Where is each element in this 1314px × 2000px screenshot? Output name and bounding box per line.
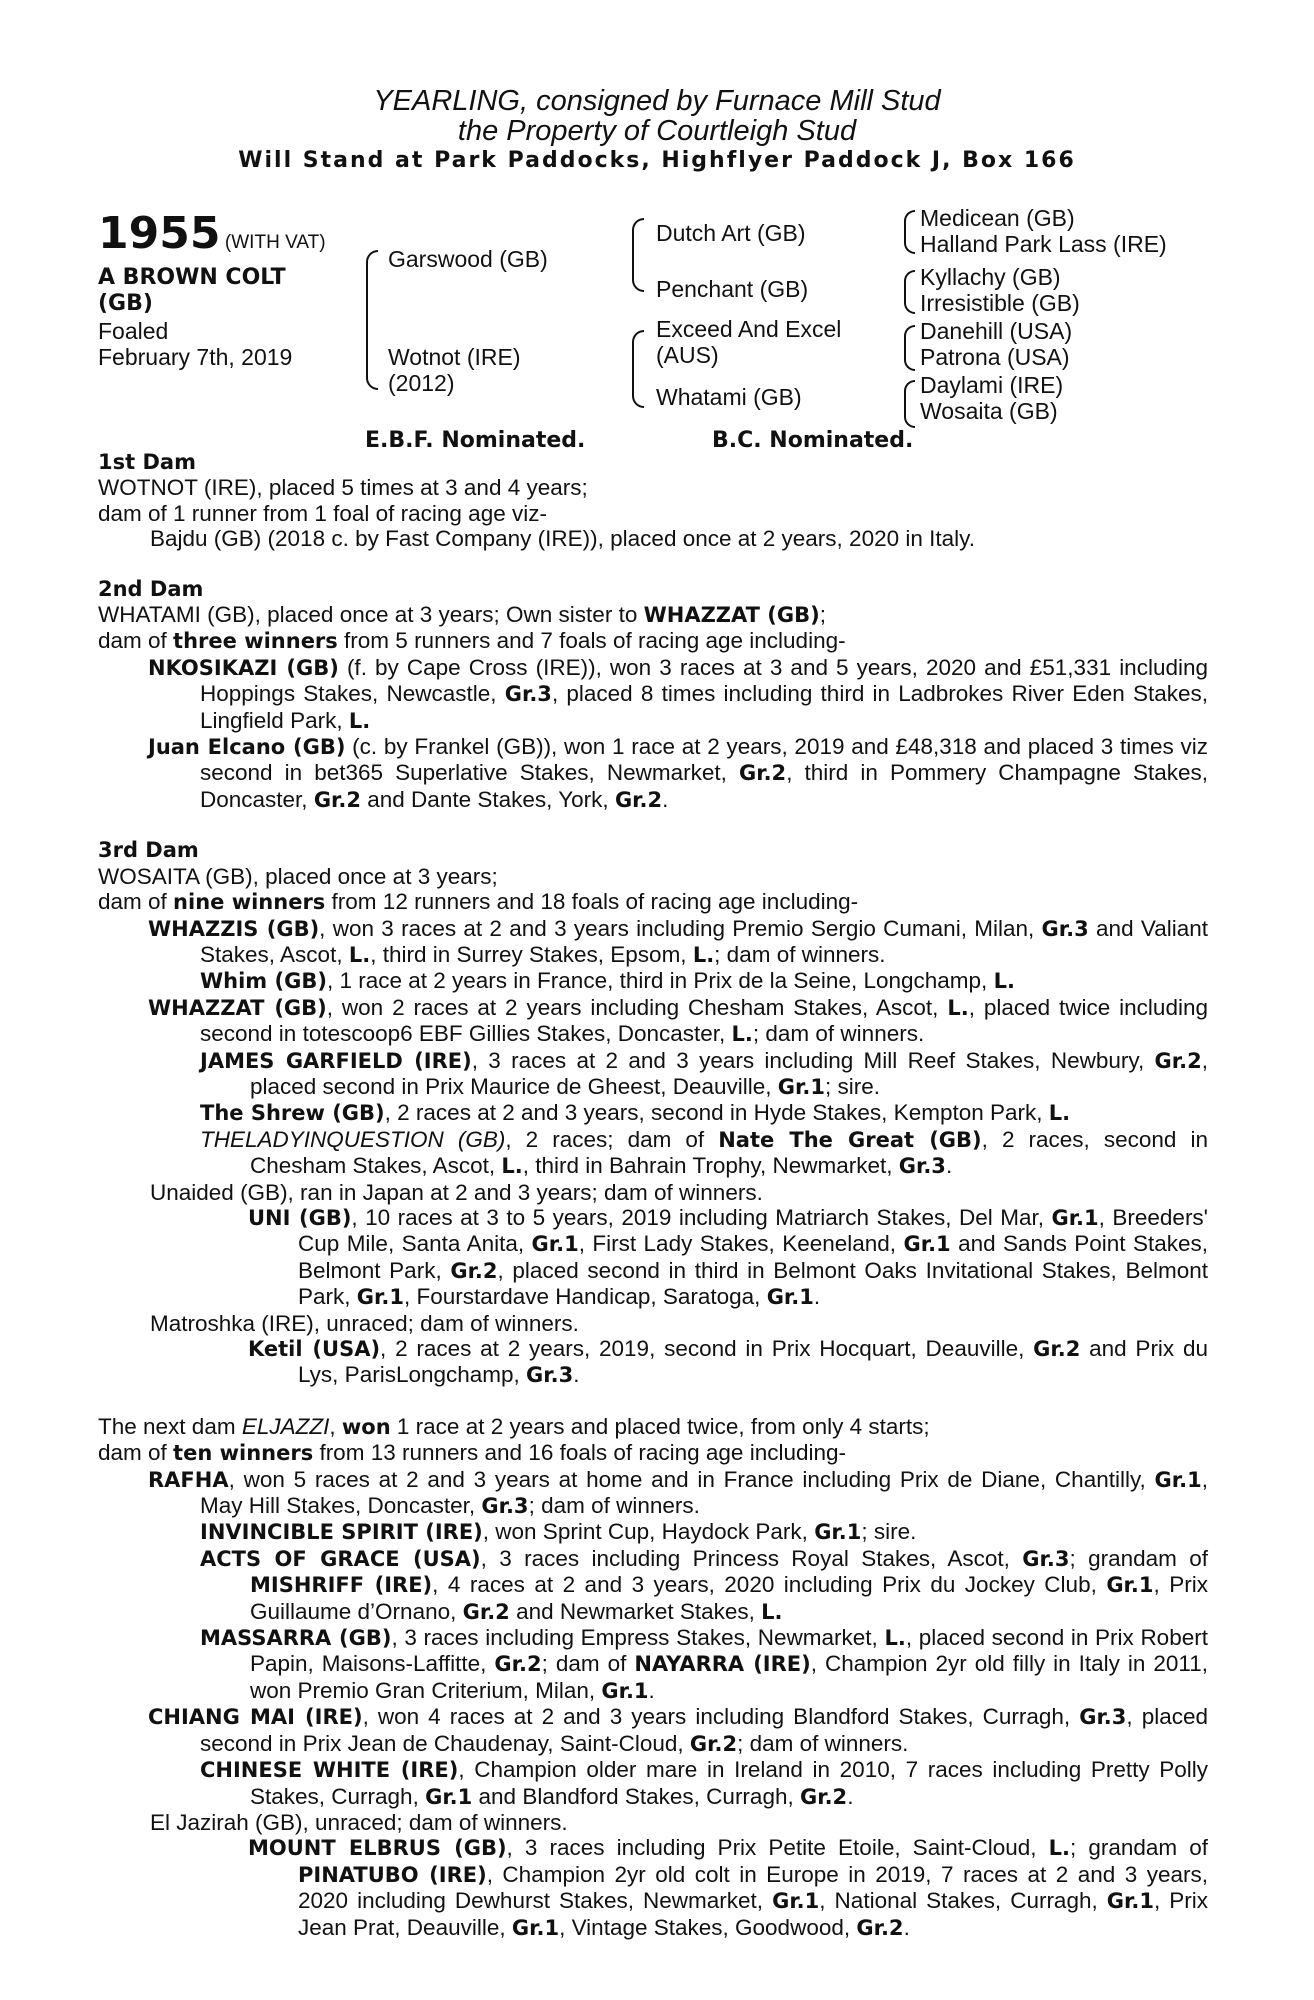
bold-name: won: [341, 1414, 391, 1439]
record-entry: [98, 1205, 1208, 1311]
record-entry: [150, 1180, 1208, 1205]
bold-name: MISHRIFF (IRE): [250, 1573, 433, 1598]
pedigree-sire: Garswood (GB): [388, 246, 548, 272]
record-entry: [98, 1048, 1208, 1101]
gp3-bracket: [904, 325, 915, 371]
pedigree-dam-year: (2012): [388, 370, 455, 396]
record-entry: [150, 1810, 1208, 1835]
entry-text: , Champion 2yr old filly in Italy in 2011, won Premio Gran Criterium, Milan,: [250, 1651, 1208, 1703]
record-entry: [200, 1519, 1208, 1545]
entry-text: , 3 races including Prix Petite Etoile, Saint-Cloud,: [506, 1835, 1049, 1861]
entry-text: , Champion older mare in Ireland in 2010, 7 races including Pretty Polly Stakes, Curragh,: [250, 1757, 1209, 1809]
entry-text: , 10 races at 3 to 5 years, 2019 including Matriarch Stakes, Del Mar,: [351, 1204, 1052, 1230]
entry-text: ; sire.: [861, 1519, 917, 1545]
produce-record: [98, 450, 1208, 1941]
entry-text: from 13 runners and 16 foals of racing age including-: [313, 1440, 847, 1466]
entry-text: , placed second in Prix Jean de Chaudenay, Saint-Cloud,: [200, 1704, 1208, 1756]
pedigree-dsd: Patrona (USA): [920, 344, 1070, 370]
bold-name: L.: [761, 1599, 783, 1624]
entry-text: from 12 runners and 18 foals of racing age including-: [325, 889, 859, 915]
entry-text: , won 5 races at 2 and 3 years at home and in France including Prix de Diane, Chantilly,: [228, 1466, 1155, 1492]
foaled-label: Foaled: [98, 318, 169, 344]
bold-name: WHAZZIS (GB): [148, 916, 320, 941]
entry-text: .: [847, 1783, 854, 1809]
entry-text: ; sire.: [824, 1073, 880, 1099]
dam-section: [98, 838, 1208, 1389]
bold-name: NKOSIKAZI (GB): [148, 655, 339, 680]
bold-name: Gr.1: [903, 1232, 951, 1257]
bold-name: Gr.1: [772, 1889, 820, 1914]
bold-name: Gr.2: [494, 1652, 542, 1677]
bold-name: CHINESE WHITE (IRE): [200, 1758, 459, 1783]
entry-text: ; dam of: [541, 1651, 635, 1677]
bold-name: JAMES GARFIELD (IRE): [200, 1048, 472, 1073]
entry-text: and Prix du Lys, ParisLongchamp,: [298, 1336, 1208, 1388]
entry-text: , 4 races at 2 and 3 years, 2020 including Prix du Jockey Club,: [432, 1572, 1107, 1598]
property-line: the Property of Courtleigh Stud: [457, 115, 857, 147]
colt-description: A BROWN COLT: [98, 265, 286, 290]
bold-name: NAYARRA (IRE): [634, 1652, 811, 1677]
entry-text: , placed second in Prix Maurice de Gheest, Deauville,: [250, 1047, 1208, 1099]
entry-text: .: [662, 786, 669, 812]
entry-text: and Valiant Stakes, Ascot,: [200, 915, 1208, 967]
entry-text: .: [813, 1284, 821, 1310]
bc-nomination: B.C. Nominated.: [712, 428, 914, 453]
bold-name: WHAZZAT (GB): [643, 603, 820, 628]
entry-text: , National Stakes, Curragh,: [819, 1888, 1107, 1914]
record-entry: [98, 889, 1208, 915]
dam-line-bracket: [632, 330, 644, 408]
entry-text: , Fourstardave Handicap, Saratoga,: [403, 1284, 767, 1310]
bold-name: Gr.2: [1033, 1337, 1081, 1361]
pedigree-dam-dam: Whatami (GB): [656, 384, 802, 410]
bold-name: Gr.3: [1022, 1546, 1070, 1571]
entry-text: Matroshka (IRE), unraced; dam of winners.: [150, 1310, 579, 1336]
entry-text: , placed twice including second in totescoop6 EBF Gillies Stakes, Doncaster,: [200, 994, 1208, 1047]
entry-text: WHATAMI (GB), placed once at 3 years; Own sister to: [98, 602, 644, 628]
entry-text: , 1 race at 2 years in France, third in Prix de la Seine, Longchamp,: [326, 968, 994, 994]
record-entry: [98, 475, 1208, 500]
record-entry: [98, 628, 1208, 654]
bold-name: Gr.2: [1154, 1048, 1202, 1073]
bold-name: L.: [947, 995, 969, 1020]
entry-text: ; dam of winners.: [528, 1493, 700, 1519]
italic-name: ELJAZZI: [241, 1413, 330, 1439]
entry-text: ; grandam of: [1069, 1835, 1208, 1861]
bold-name: L.: [1048, 1101, 1071, 1126]
record-entry: [200, 1100, 1208, 1126]
bold-name: Nate The Great (GB): [718, 1127, 982, 1152]
bold-name: ACTS OF GRACE (USA): [200, 1546, 481, 1571]
entry-text: , Vintage Stakes, Goodwood,: [559, 1914, 857, 1940]
entry-text: (f. by Cape Cross (IRE)), won 3 races at 3 and 5 years, 2020 and £51,331 including Hoppings Stakes, Newcastle,: [200, 654, 1209, 707]
entry-text: dam of: [98, 628, 174, 654]
sire-dam-bracket: [366, 250, 378, 390]
entry-text: , third in Surrey Stakes, Epsom,: [370, 941, 693, 967]
entry-text: ; dam of winners.: [737, 1730, 909, 1756]
bold-name: Gr.2: [313, 787, 362, 812]
entry-text: WOTNOT (IRE), placed 5 times at 3 and 4 years;: [98, 475, 588, 501]
bold-name: ten winners: [173, 1441, 314, 1466]
entry-text: ; grandam of: [1069, 1545, 1208, 1571]
bold-name: Gr.2: [450, 1258, 498, 1283]
record-entry: [98, 864, 1208, 889]
bold-name: Whim (GB): [200, 969, 327, 994]
record-entry: [98, 1440, 1208, 1466]
record-entry: [98, 916, 1208, 969]
record-entry: [98, 1467, 1208, 1520]
entry-text: .: [945, 1153, 953, 1179]
entry-text: , Breeders' Cup Mile, Santa Anita,: [298, 1204, 1208, 1257]
bold-name: MASSARRA (GB): [200, 1626, 392, 1651]
bold-name: Gr.1: [1051, 1205, 1099, 1230]
entry-text: , 2 races at 2 years, 2019, second in Prix Hocquart, Deauville,: [380, 1336, 1034, 1361]
entry-text: ;: [819, 602, 827, 628]
entry-text: Bajdu (GB) (2018 c. by Fast Company (IRE)), placed once at 2 years, 2020 in Italy.: [150, 526, 975, 552]
bold-name: Gr.3: [526, 1363, 574, 1388]
bold-name: Juan Elcano (GB): [148, 735, 346, 760]
bold-name: Gr.1: [531, 1232, 579, 1257]
bold-name: Ketil (USA): [248, 1337, 381, 1361]
entry-text: dam of: [98, 889, 174, 915]
entry-text: ; dam of winners.: [752, 1021, 925, 1047]
bold-name: Gr.1: [425, 1784, 473, 1809]
entry-text: , First Lady Stakes, Keeneland,: [578, 1231, 904, 1257]
bold-name: Gr.2: [799, 1784, 848, 1809]
bold-name: L.: [993, 969, 1015, 994]
entry-text: and Dante Stakes, York,: [361, 786, 615, 812]
italic-name: THELADYINQUESTION (GB): [200, 1126, 506, 1152]
stand-location: Will Stand at Park Paddocks, Highflyer Paddock J, Box 166: [238, 148, 1076, 173]
record-entry: [98, 1704, 1208, 1757]
entry-text: , won 2 races at 2 years including Chesham Stakes, Ascot,: [326, 994, 948, 1020]
bold-name: Gr.1: [814, 1520, 862, 1545]
lot-number: 1955: [98, 208, 221, 259]
consignment-line: YEARLING, consigned by Furnace Mill Stud: [373, 85, 941, 117]
foaled-date: February 7th, 2019: [98, 344, 293, 370]
entry-text: , 3 races including Empress Stakes, Newmarket,: [391, 1625, 885, 1651]
bold-name: L.: [731, 1022, 753, 1047]
bold-name: RAFHA: [148, 1467, 229, 1492]
bold-name: Gr.2: [738, 761, 787, 786]
section-heading: 1st Dam: [98, 450, 196, 474]
ebf-nomination: E.B.F. Nominated.: [365, 428, 586, 453]
pedigree-sire-dam: Penchant (GB): [656, 276, 809, 302]
pedigree-dss: Danehill (USA): [920, 318, 1073, 344]
record-entry: [150, 526, 1208, 551]
bold-name: Gr.2: [462, 1599, 510, 1624]
entry-text: , placed second in Prix Robert Papin, Maisons-Laffitte,: [250, 1625, 1208, 1677]
bold-name: Gr.1: [601, 1678, 649, 1703]
pedigree-dam-sire-country: (AUS): [656, 342, 719, 368]
bold-name: UNI (GB): [248, 1205, 352, 1230]
pedigree-dam-sire: Exceed And Excel: [656, 316, 842, 342]
bold-name: CHIANG MAI (IRE): [148, 1705, 363, 1730]
entry-text: , 2 races, second in Chesham Stakes, Ascot,: [250, 1126, 1208, 1179]
entry-text: , 3 races including Princess Royal Stakes, Ascot,: [480, 1545, 1023, 1571]
entry-text: dam of: [98, 1440, 174, 1466]
entry-text: , won 3 races at 2 and 3 years including Premio Sergio Cumani, Milan,: [319, 915, 1042, 941]
record-entry: [98, 1414, 1208, 1440]
entry-text: , 2 races at 2 and 3 years, second in Hyde Stakes, Kempton Park,: [384, 1100, 1049, 1126]
bold-name: Gr.3: [1041, 916, 1089, 941]
bold-name: nine winners: [173, 890, 326, 915]
bold-name: Gr.1: [1106, 1889, 1154, 1914]
record-entry: [98, 501, 1208, 526]
pedigree-sdd: Irresistible (GB): [920, 290, 1080, 316]
bold-name: Gr.1: [511, 1915, 560, 1940]
entry-text: , Prix Jean Prat, Deauville,: [298, 1888, 1208, 1940]
bold-name: L.: [348, 942, 371, 967]
entry-text: , placed second in third in Belmont Oaks Invitational Stakes, Belmont Park,: [298, 1257, 1208, 1310]
pedigree-dds: Daylami (IRE): [920, 372, 1064, 398]
entry-text: El Jazirah (GB), unraced; dam of winners.: [150, 1809, 568, 1835]
lot-number-block: [98, 210, 326, 258]
record-entry: [98, 1336, 1208, 1389]
entry-text: from 5 runners and 7 foals of racing age including-: [337, 628, 846, 654]
entry-text: The next dam: [98, 1413, 242, 1439]
section-heading: 3rd Dam: [98, 838, 199, 863]
bold-name: PINATUBO (IRE): [298, 1862, 487, 1887]
entry-text: , 2 races; dam of: [505, 1126, 719, 1152]
dam-section: [98, 1414, 1208, 1941]
entry-text: .: [648, 1677, 655, 1703]
bold-name: MOUNT ELBRUS (GB): [248, 1836, 507, 1861]
entry-text: ; dam of winners.: [714, 941, 886, 967]
dam-section: [98, 577, 1208, 814]
entry-text: dam of 1 runner from 1 foal of racing age viz-: [98, 500, 547, 526]
bold-name: Gr.2: [614, 787, 663, 812]
bold-name: Gr.3: [1079, 1705, 1127, 1730]
record-entry: [98, 1127, 1208, 1180]
entry-text: Unaided (GB), ran in Japan at 2 and 3 years; dam of winners.: [150, 1179, 763, 1205]
bold-name: Gr.2: [856, 1915, 904, 1940]
entry-text: , placed 8 times including third in Ladbrokes River Eden Stakes, Lingfield Park,: [200, 681, 1208, 733]
record-entry: [98, 602, 1208, 628]
bold-name: Gr.1: [777, 1074, 825, 1099]
bold-name: Gr.1: [766, 1285, 814, 1310]
bold-name: L.: [884, 1626, 906, 1651]
bold-name: Gr.1: [356, 1285, 404, 1310]
pedigree-dam: Wotnot (IRE): [388, 344, 521, 370]
bold-name: Gr.1: [1106, 1573, 1154, 1598]
bold-name: L.: [1048, 1836, 1070, 1861]
entry-text: , 3 races at 2 and 3 years including Mill Reef Stakes, Newbury,: [471, 1047, 1155, 1073]
sire-line-bracket: [632, 218, 644, 292]
bold-name: WHAZZAT (GB): [148, 995, 327, 1020]
record-entry: [98, 655, 1208, 734]
record-entry: [98, 995, 1208, 1048]
entry-text: (c. by Frankel (GB)), won 1 race at 2 years, 2019 and £48,318 and placed 3 times viz second in bet365 Superlative Stakes, Newmarket,: [200, 734, 1208, 786]
pedigree-ddd: Wosaita (GB): [920, 398, 1058, 424]
entry-text: , Prix Guillaume d’Ornano,: [250, 1572, 1208, 1624]
vat-note: (WITH VAT): [224, 232, 326, 253]
bold-name: INVINCIBLE SPIRIT (IRE): [200, 1520, 483, 1545]
entry-text: , May Hill Stakes, Doncaster,: [200, 1466, 1208, 1519]
bold-name: Gr.2: [689, 1731, 738, 1756]
record-entry: [200, 968, 1208, 994]
bold-name: Gr.3: [898, 1154, 946, 1179]
entry-text: , Champion 2yr old colt in Europe in 2019, 7 races at 2 and 3 years, 2020 including Dewhurst Stakes, Newmarket,: [298, 1861, 1208, 1914]
entry-text: .: [573, 1362, 580, 1388]
record-entry: [98, 1757, 1208, 1810]
record-entry: [98, 1835, 1208, 1941]
entry-text: .: [903, 1914, 910, 1940]
record-entry: [98, 1625, 1208, 1704]
dam-section: [98, 450, 1208, 552]
bold-name: L.: [348, 708, 371, 733]
bold-name: The Shrew (GB): [200, 1101, 385, 1126]
pedigree-sss: Medicean (GB): [920, 205, 1075, 231]
entry-text: , third in Bahrain Trophy, Newmarket,: [522, 1153, 899, 1179]
colt-country: (GB): [98, 291, 153, 316]
bold-name: Gr.3: [481, 1494, 529, 1519]
gp1-bracket: [904, 210, 915, 254]
entry-text: and Sands Point Stakes, Belmont Park,: [298, 1231, 1208, 1283]
bold-name: L.: [692, 942, 715, 967]
entry-text: ,: [329, 1413, 342, 1439]
bold-name: three winners: [173, 629, 338, 654]
entry-text: , won 4 races at 2 and 3 years including Blandford Stakes, Curragh,: [362, 1704, 1080, 1730]
record-entry: [150, 1311, 1208, 1336]
entry-text: and Newmarket Stakes,: [509, 1598, 762, 1624]
pedigree-sds: Kyllachy (GB): [920, 264, 1061, 290]
pedigree-ssd: Halland Park Lass (IRE): [920, 231, 1167, 257]
bold-name: Gr.1: [1154, 1467, 1202, 1492]
entry-text: , third in Pommery Champagne Stakes, Doncaster,: [200, 760, 1208, 812]
bold-name: L.: [501, 1154, 523, 1179]
gp2-bracket: [904, 270, 915, 314]
section-heading: 2nd Dam: [98, 576, 204, 601]
record-entry: [98, 734, 1208, 813]
entry-text: and Blandford Stakes, Curragh,: [472, 1783, 800, 1809]
gp4-bracket: [904, 380, 915, 428]
pedigree-sire-sire: Dutch Art (GB): [656, 220, 806, 246]
entry-text: , won Sprint Cup, Haydock Park,: [482, 1519, 815, 1545]
bold-name: Gr.3: [504, 682, 552, 707]
entry-text: 1 race at 2 years and placed twice, from only 4 starts;: [390, 1413, 930, 1439]
record-entry: [98, 1546, 1208, 1625]
entry-text: WOSAITA (GB), placed once at 3 years;: [98, 863, 498, 889]
